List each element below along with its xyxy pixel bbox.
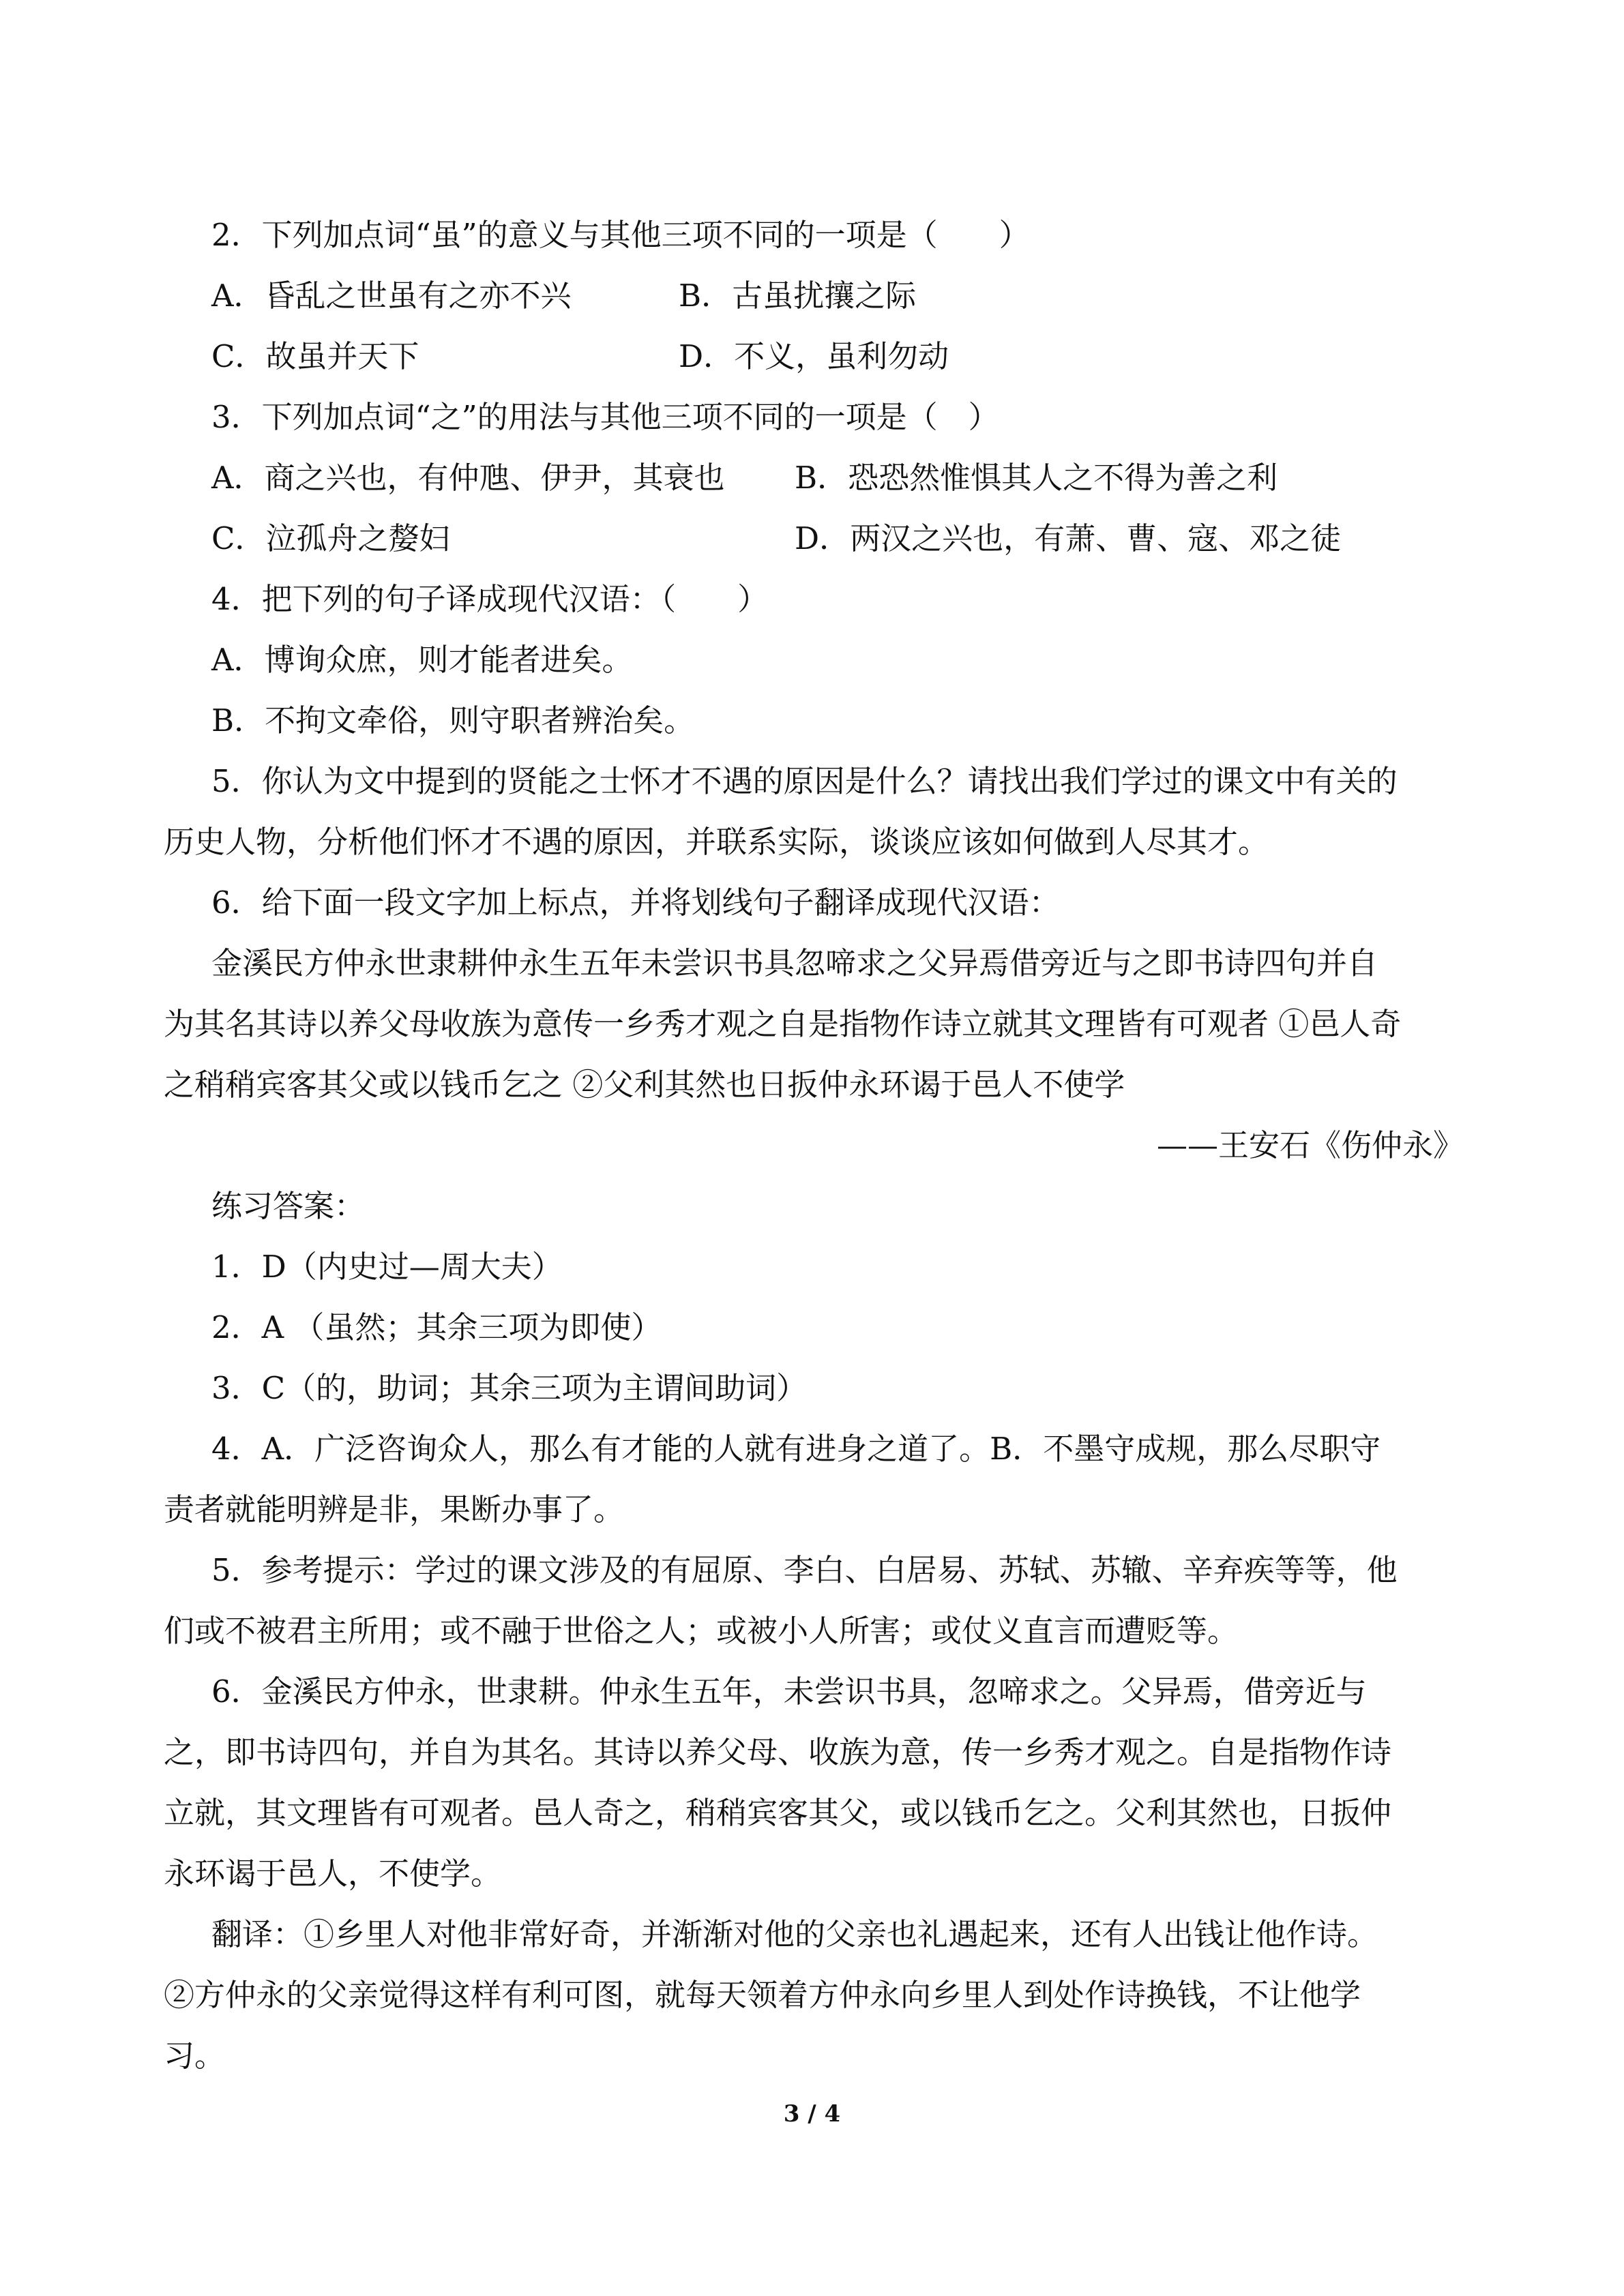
question-2-option-c: C．故虽并天下 bbox=[211, 338, 419, 374]
answer-4-line-1: 4．A．广泛咨询众人，那么有才能的人就有进身之道了。B．不墨守成规，那么尽职守 bbox=[211, 1431, 1381, 1467]
question-3-option-b: B．恐恐然惟惧其人之不得为善之利 bbox=[795, 460, 1278, 496]
question-6-source: ——王安石《伤仲永》 bbox=[1156, 1127, 1464, 1163]
question-3-option-a: A．商之兴也，有仲虺、伊尹，其衰也 bbox=[211, 460, 725, 496]
question-2-stem: 2．下列加点词“虽”的意义与其他三项不同的一项是（ ） bbox=[211, 217, 1030, 253]
answer-2: 2．A （虽然；其余三项为即使） bbox=[211, 1309, 662, 1345]
answer-4-line-2: 责者就能明辨是非，果断办事了。 bbox=[164, 1491, 625, 1527]
translation-line-2: ②方仲永的父亲觉得这样有利可图，就每天领着方仲永向乡里人到处作诗换钱，不让他学 bbox=[164, 1977, 1361, 2013]
question-5-line-1: 5．你认为文中提到的贤能之士怀才不遇的原因是什么？请找出我们学过的课文中有关的 bbox=[211, 763, 1398, 799]
answer-5-line-2: 们或不被君主所用；或不融于世俗之人；或被小人所害；或仗义直言而遭贬等。 bbox=[164, 1613, 1239, 1649]
answer-3: 3．C（的，助词；其余三项为主谓间助词） bbox=[211, 1370, 808, 1406]
question-6-passage-line-2: 为其名其诗以养父母收族为意传一乡秀才观之自是指物作诗立就其文理皆有可观者 ①邑人奇 bbox=[164, 1006, 1402, 1042]
answer-6-line-2: 之，即书诗四句，并自为其名。其诗以养父母、收族为意，传一乡秀才观之。自是指物作诗 bbox=[164, 1734, 1392, 1770]
question-4-item-a: A．博询众庶，则才能者进矣。 bbox=[211, 642, 633, 678]
question-5-line-2: 历史人物，分析他们怀才不遇的原因，并联系实际，谈谈应该如何做到人尽其才。 bbox=[164, 824, 1269, 860]
question-3-stem: 3．下列加点词“之”的用法与其他三项不同的一项是（ ） bbox=[211, 399, 999, 435]
question-6-passage-line-3: 之稍稍宾客其父或以钱币乞之 ②父利其然也日扳仲永环谒于邑人不使学 bbox=[164, 1067, 1125, 1103]
question-2-option-b: B．古虽扰攘之际 bbox=[679, 278, 917, 314]
question-2-option-a: A．昏乱之世虽有之亦不兴 bbox=[211, 278, 572, 314]
translation-line-3: 习。 bbox=[164, 2038, 226, 2074]
question-3-option-d: D．两汉之兴也，有萧、曹、寇、邓之徒 bbox=[795, 520, 1342, 556]
question-2-option-d: D．不义，虽利勿动 bbox=[679, 338, 949, 374]
question-6-stem: 6．给下面一段文字加上标点，并将划线句子翻译成现代汉语： bbox=[211, 884, 1060, 921]
answer-1: 1．D（内史过—周大夫） bbox=[211, 1249, 563, 1285]
page-number: 3 / 4 bbox=[783, 2100, 841, 2128]
answers-heading: 练习答案： bbox=[211, 1188, 366, 1224]
answer-5-line-1: 5．参考提示：学过的课文涉及的有屈原、李白、白居易、苏轼、苏辙、辛弃疾等等，他 bbox=[211, 1552, 1398, 1588]
answer-6-line-4: 永环谒于邑人，不使学。 bbox=[164, 1855, 502, 1892]
question-4-item-b: B．不拘文牵俗，则守职者辨治矣。 bbox=[211, 702, 695, 739]
question-6-passage-line-1: 金溪民方仲永世隶耕仲永生五年未尝识书具忽啼求之父异焉借旁近与之即书诗四句并自 bbox=[211, 945, 1378, 981]
answer-6-line-3: 立就，其文理皆有可观者。邑人奇之，稍稍宾客其父，或以钱币乞之。父利其然也，日扳仲 bbox=[164, 1795, 1392, 1831]
translation-line-1: 翻译：①乡里人对他非常好奇，并渐渐对他的父亲也礼遇起来，还有人出钱让他作诗。 bbox=[211, 1916, 1378, 1952]
question-3-option-c: C．泣孤舟之嫠妇 bbox=[211, 520, 450, 556]
question-4-stem: 4．把下列的句子译成现代汉语：（ ） bbox=[211, 581, 769, 617]
answer-6-line-1: 6．金溪民方仲永，世隶耕。仲永生五年，未尝识书具，忽啼求之。父异焉，借旁近与 bbox=[211, 1673, 1367, 1710]
